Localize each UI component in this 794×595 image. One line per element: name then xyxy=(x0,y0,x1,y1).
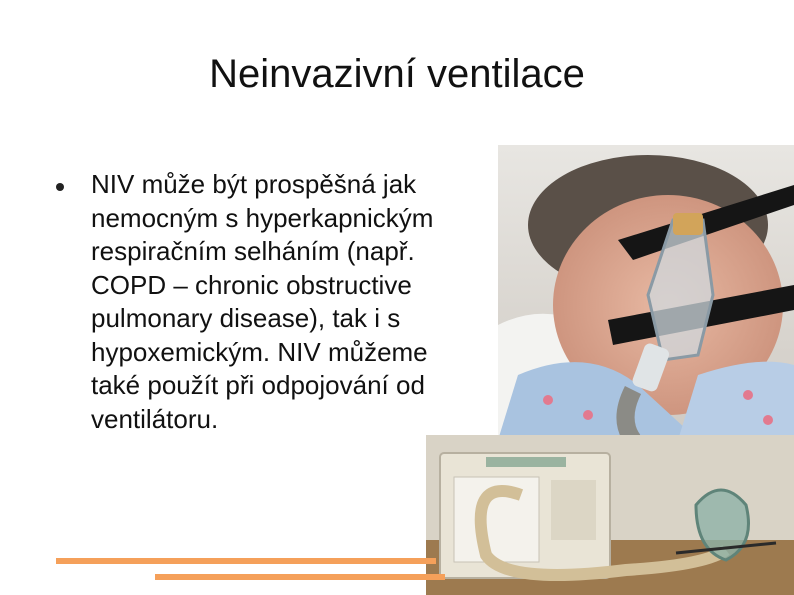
patient-mask-photo xyxy=(498,145,794,440)
accent-rule-lower xyxy=(155,574,445,580)
accent-rule-upper xyxy=(56,558,436,564)
ventilator-device-photo xyxy=(426,435,794,595)
slide-title: Neinvazivní ventilace xyxy=(209,52,585,96)
bullet-text: NIV může být prospěšná jak nemocným s hyperkapnickým respiračním selháním (např. COPD – chronic obstructive pulmonary disease), tak i s hypoxemickým. NIV můžeme také použít při odpojování od ventilátoru. xyxy=(91,169,434,434)
bullet-dot-icon xyxy=(56,183,64,191)
